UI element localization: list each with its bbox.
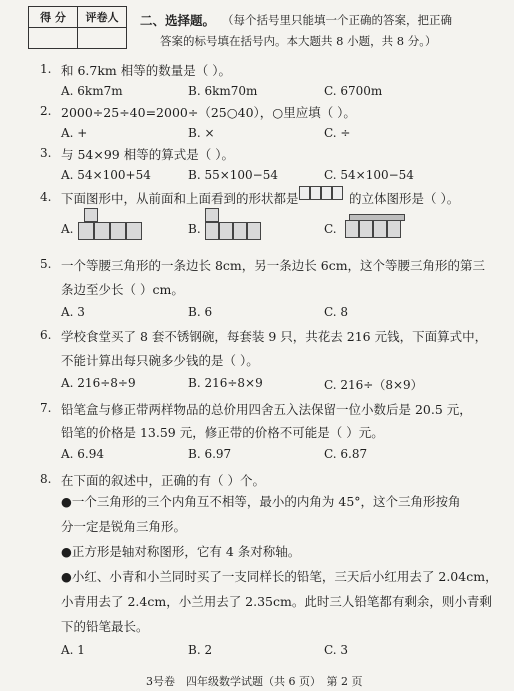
option-b[interactable]: B. 2: [188, 643, 213, 657]
option-c[interactable]: C.: [324, 222, 337, 236]
option-a[interactable]: A. 3: [61, 305, 85, 319]
question-number: 2.: [40, 104, 52, 118]
option-a[interactable]: A. 1: [61, 643, 85, 657]
statement-1-line2: 分一定是锐角三角形。: [61, 519, 187, 534]
option-c[interactable]: C. 6.87: [324, 447, 368, 461]
section-instructions-2: 答案的标号填在括号内。本大题共 8 小题，共 8 分。）: [160, 34, 437, 48]
option-a[interactable]: A. 54×100+54: [61, 168, 151, 182]
option-a[interactable]: A. 216÷8÷9: [61, 376, 136, 390]
question-number: 7.: [40, 401, 52, 415]
statement-3-line1: ●小红、小青和小兰同时买了一支同样长的铅笔，三天后小红用去了 2.04cm，: [61, 569, 498, 584]
question-number: 4.: [40, 190, 52, 204]
statement-2: ●正方形是轴对称图形，它有 4 条对称轴。: [61, 544, 301, 559]
score-cell[interactable]: [29, 28, 78, 49]
statement-1-line1: ●一个三角形的三个内角互不相等，最小的内角为 45°，这个三角形按角: [61, 494, 461, 509]
question-text-before: 下面图形中，从前面和上面看到的形状都是: [61, 191, 299, 206]
option-b[interactable]: B. 55×100−54: [188, 168, 278, 182]
question-text-line1: 铅笔盒与修正带两样物品的总价用四舍五入法保留一位小数后是 20.5 元，: [61, 402, 472, 417]
section-title: 二、选择题。: [140, 13, 216, 28]
cube-figure-a: [78, 208, 150, 242]
grader-label: 评卷人: [78, 7, 127, 28]
cube-figure-b: [205, 208, 265, 242]
option-b[interactable]: B.: [188, 222, 201, 236]
question-text-line1: 学校食堂买了 8 套不锈钢碗，每套装 9 只，共花去 216 元钱，下面算式中，: [61, 329, 488, 344]
section-instructions-1: （每个括号里只能填一个正确的答案，把正确: [222, 13, 452, 27]
grader-cell[interactable]: [78, 28, 127, 49]
option-a[interactable]: A. 6.94: [61, 447, 105, 461]
option-a[interactable]: A. +: [61, 126, 88, 140]
question-text-line2: 铅笔的价格是 13.59 元，修正带的价格不可能是（ ）元。: [61, 425, 384, 440]
question-text: 2000÷25÷40=2000÷（25○40），○里应填（ ）。: [61, 105, 356, 120]
question-text: 和 6.7km 相等的数量是（ ）。: [61, 63, 231, 78]
view-strip-image: [299, 186, 343, 200]
question-number: 8.: [40, 472, 52, 486]
option-a[interactable]: A. 6km7m: [61, 84, 123, 98]
question-text-line2: 不能计算出每只碗多少钱的是（ ）。: [61, 353, 259, 368]
option-c[interactable]: C. 216÷（8×9）: [324, 378, 423, 392]
score-label: 得 分: [29, 7, 78, 28]
question-text: 在下面的叙述中，正确的有（ ）个。: [61, 473, 265, 488]
option-b[interactable]: B. 6: [188, 305, 213, 319]
cube-figure-c: [345, 214, 405, 240]
question-number: 5.: [40, 257, 52, 271]
option-c[interactable]: C. 8: [324, 305, 349, 319]
option-b[interactable]: B. ×: [188, 126, 215, 140]
question-text-line2: 条边至少长（ ）cm。: [61, 282, 184, 297]
statement-3-line3: 下的铅笔最长。: [61, 619, 149, 634]
score-box: [28, 6, 127, 49]
question-text-line1: 一个等腰三角形的一条边长 8cm，另一条边长 6cm，这个等腰三角形的第三: [61, 258, 486, 273]
option-c[interactable]: C. ÷: [324, 126, 351, 140]
option-c[interactable]: C. 3: [324, 643, 349, 657]
question-text: 与 54×99 相等的算式是（ ）。: [61, 147, 234, 162]
statement-3-line2: 小青用去了 2.4cm，小兰用去了 2.35cm。此时三人铅笔都有剩余，则小青剩: [61, 594, 492, 609]
option-b[interactable]: B. 6km70m: [188, 84, 258, 98]
option-c[interactable]: C. 54×100−54: [324, 168, 414, 182]
option-b[interactable]: B. 6.97: [188, 447, 232, 461]
option-b[interactable]: B. 216÷8×9: [188, 376, 263, 390]
question-text-after: 的立体图形是（ ）。: [349, 191, 460, 206]
question-number: 1.: [40, 62, 52, 76]
question-number: 6.: [40, 328, 52, 342]
page-footer: 3号卷 四年级数学试题（共 6 页） 第 2 页: [146, 675, 363, 688]
question-number: 3.: [40, 146, 52, 160]
option-c[interactable]: C. 6700m: [324, 84, 383, 98]
option-a[interactable]: A.: [61, 222, 74, 236]
